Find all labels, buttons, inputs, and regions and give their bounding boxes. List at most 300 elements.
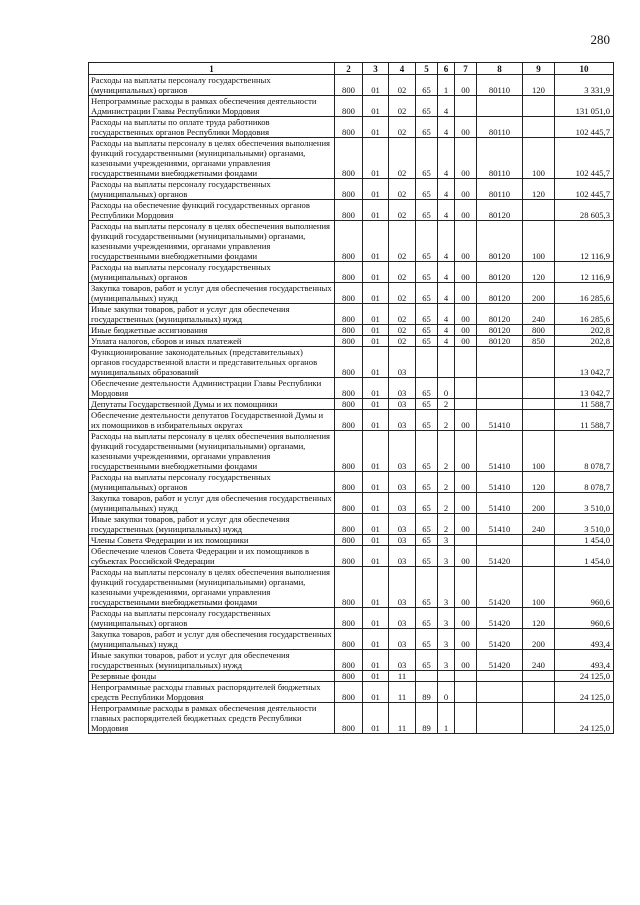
code-cell: 51420 <box>477 608 523 629</box>
code-cell: 02 <box>389 304 416 325</box>
table-row <box>89 325 614 336</box>
code-cell: 800 <box>335 608 363 629</box>
row-name-cell: Обеспечение деятельности депутатов Государственной Думы и их помощников в избирательных округах <box>89 410 335 431</box>
table-row <box>89 399 614 410</box>
row-name-cell: Функционирование законодательных (представительных) органов государственной власти и представительных органов муниципальных образований <box>89 347 335 378</box>
code-cell: 65 <box>416 262 438 283</box>
code-cell: 02 <box>389 75 416 96</box>
row-name-cell: Расходы на выплаты персоналу государственных (муниципальных) органов <box>89 472 335 493</box>
code-cell: 65 <box>416 283 438 304</box>
code-cell: 2 <box>438 410 455 431</box>
code-cell: 100 <box>523 567 555 608</box>
code-cell: 00 <box>455 431 477 472</box>
table-row <box>89 75 614 96</box>
budget-table <box>88 62 614 734</box>
code-cell: 01 <box>363 546 389 567</box>
code-cell <box>477 671 523 682</box>
code-cell <box>455 378 477 399</box>
code-cell: 51410 <box>477 431 523 472</box>
code-cell: 800 <box>335 304 363 325</box>
row-name-cell: Расходы на выплаты персоналу в целях обеспечения выполнения функций государственными (муниципальными) органами, казенными учреждениями, органами управления государственными внебюджетными фондами <box>89 221 335 262</box>
amount-cell: 1 454,0 <box>555 535 614 546</box>
table-body <box>89 75 614 734</box>
code-cell: 4 <box>438 179 455 200</box>
amount-cell: 13 042,7 <box>555 347 614 378</box>
code-cell <box>523 535 555 546</box>
row-name-cell: Иные закупки товаров, работ и услуг для обеспечения государственных (муниципальных) нужд <box>89 650 335 671</box>
code-cell: 80120 <box>477 200 523 221</box>
code-cell: 800 <box>335 283 363 304</box>
row-name-cell: Закупка товаров, работ и услуг для обеспечения государственных (муниципальных) нужд <box>89 629 335 650</box>
code-cell: 200 <box>523 629 555 650</box>
table-row <box>89 262 614 283</box>
code-cell: 800 <box>335 262 363 283</box>
code-cell: 1 <box>438 703 455 734</box>
code-cell: 80120 <box>477 304 523 325</box>
row-name-cell: Иные закупки товаров, работ и услуг для обеспечения государственных (муниципальных) нужд <box>89 304 335 325</box>
row-name-cell: Расходы на выплаты персоналу в целях обеспечения выполнения функций государственными (муниципальными) органами, казенными учреждениями, органами управления государственными внебюджетными фондами <box>89 138 335 179</box>
code-cell: 00 <box>455 283 477 304</box>
code-cell: 01 <box>363 325 389 336</box>
code-cell <box>523 399 555 410</box>
row-name-cell: Уплата налогов, сборов и иных платежей <box>89 336 335 347</box>
code-cell: 01 <box>363 378 389 399</box>
code-cell: 00 <box>455 75 477 96</box>
code-cell: 01 <box>363 347 389 378</box>
code-cell: 00 <box>455 493 477 514</box>
code-cell: 01 <box>363 179 389 200</box>
table-row <box>89 629 614 650</box>
code-cell: 120 <box>523 472 555 493</box>
code-cell <box>477 378 523 399</box>
code-cell: 01 <box>363 567 389 608</box>
code-cell: 11 <box>389 682 416 703</box>
table-row <box>89 493 614 514</box>
code-cell: 01 <box>363 262 389 283</box>
table-row <box>89 179 614 200</box>
row-name-cell: Депутаты Государственной Думы и их помощники <box>89 399 335 410</box>
code-cell: 120 <box>523 608 555 629</box>
code-cell <box>523 410 555 431</box>
code-cell: 80120 <box>477 262 523 283</box>
amount-cell: 3 510,0 <box>555 493 614 514</box>
code-cell <box>438 347 455 378</box>
code-cell: 02 <box>389 200 416 221</box>
table-row <box>89 336 614 347</box>
code-cell: 800 <box>335 221 363 262</box>
code-cell: 01 <box>363 629 389 650</box>
code-cell: 240 <box>523 650 555 671</box>
amount-cell: 1 454,0 <box>555 546 614 567</box>
code-cell: 01 <box>363 514 389 535</box>
code-cell: 02 <box>389 325 416 336</box>
code-cell: 00 <box>455 336 477 347</box>
column-header: 2 <box>335 63 363 75</box>
amount-cell: 24 125,0 <box>555 671 614 682</box>
code-cell: 800 <box>335 493 363 514</box>
code-cell: 00 <box>455 650 477 671</box>
code-cell: 01 <box>363 96 389 117</box>
code-cell: 65 <box>416 200 438 221</box>
code-cell: 80120 <box>477 336 523 347</box>
code-cell: 02 <box>389 221 416 262</box>
code-cell: 65 <box>416 493 438 514</box>
code-cell: 11 <box>389 703 416 734</box>
table-row <box>89 378 614 399</box>
code-cell: 800 <box>335 682 363 703</box>
code-cell <box>523 117 555 138</box>
code-cell: 3 <box>438 650 455 671</box>
code-cell: 02 <box>389 283 416 304</box>
code-cell: 800 <box>335 535 363 546</box>
code-cell <box>477 535 523 546</box>
row-name-cell: Иные закупки товаров, работ и услуг для обеспечения государственных (муниципальных) нужд <box>89 514 335 535</box>
code-cell: 03 <box>389 650 416 671</box>
row-name-cell: Расходы на выплаты персоналу государственных (муниципальных) органов <box>89 608 335 629</box>
code-cell <box>455 347 477 378</box>
code-cell <box>523 546 555 567</box>
table-row <box>89 221 614 262</box>
code-cell: 65 <box>416 221 438 262</box>
code-cell: 65 <box>416 325 438 336</box>
code-cell: 80120 <box>477 325 523 336</box>
code-cell: 4 <box>438 304 455 325</box>
code-cell: 800 <box>335 629 363 650</box>
code-cell: 3 <box>438 546 455 567</box>
row-name-cell: Расходы на выплаты персоналу в целях обеспечения выполнения функций государственными (муниципальными) органами, казенными учреждениями, органами управления государственными внебюджетными фондами <box>89 567 335 608</box>
table-row <box>89 347 614 378</box>
code-cell: 00 <box>455 410 477 431</box>
table-row <box>89 650 614 671</box>
code-cell: 80120 <box>477 221 523 262</box>
code-cell <box>523 682 555 703</box>
code-cell: 02 <box>389 179 416 200</box>
code-cell: 100 <box>523 431 555 472</box>
code-cell: 240 <box>523 304 555 325</box>
column-header: 9 <box>523 63 555 75</box>
amount-cell: 16 285,6 <box>555 304 614 325</box>
code-cell: 65 <box>416 410 438 431</box>
code-cell: 800 <box>335 117 363 138</box>
code-cell <box>455 703 477 734</box>
amount-cell: 24 125,0 <box>555 703 614 734</box>
amount-cell: 16 285,6 <box>555 283 614 304</box>
column-header: 6 <box>438 63 455 75</box>
code-cell: 03 <box>389 472 416 493</box>
code-cell: 65 <box>416 75 438 96</box>
code-cell: 11 <box>389 671 416 682</box>
code-cell: 01 <box>363 493 389 514</box>
code-cell: 2 <box>438 431 455 472</box>
code-cell <box>523 378 555 399</box>
code-cell: 01 <box>363 283 389 304</box>
amount-cell: 131 051,0 <box>555 96 614 117</box>
code-cell: 4 <box>438 138 455 179</box>
table-row <box>89 304 614 325</box>
amount-cell: 960,6 <box>555 608 614 629</box>
code-cell: 100 <box>523 221 555 262</box>
code-cell: 2 <box>438 493 455 514</box>
code-cell <box>477 682 523 703</box>
code-cell: 01 <box>363 472 389 493</box>
column-header: 4 <box>389 63 416 75</box>
code-cell: 01 <box>363 703 389 734</box>
code-cell: 03 <box>389 608 416 629</box>
code-cell: 80110 <box>477 138 523 179</box>
code-cell: 51420 <box>477 629 523 650</box>
amount-cell: 13 042,7 <box>555 378 614 399</box>
table-row <box>89 608 614 629</box>
code-cell: 800 <box>335 546 363 567</box>
code-cell: 3 <box>438 535 455 546</box>
table-header-row <box>89 63 614 75</box>
code-cell: 2 <box>438 472 455 493</box>
code-cell: 00 <box>455 117 477 138</box>
code-cell: 800 <box>335 703 363 734</box>
code-cell <box>477 347 523 378</box>
code-cell: 03 <box>389 410 416 431</box>
amount-cell: 3 331,9 <box>555 75 614 96</box>
code-cell: 65 <box>416 179 438 200</box>
amount-cell: 102 445,7 <box>555 117 614 138</box>
code-cell: 01 <box>363 399 389 410</box>
code-cell: 00 <box>455 200 477 221</box>
row-name-cell: Непрограммные расходы в рамках обеспечения деятельности главных распорядителей бюджетных средств Республики Мордовия <box>89 703 335 734</box>
code-cell: 4 <box>438 96 455 117</box>
amount-cell: 24 125,0 <box>555 682 614 703</box>
code-cell: 01 <box>363 221 389 262</box>
amount-cell: 202,8 <box>555 336 614 347</box>
column-header: 10 <box>555 63 614 75</box>
code-cell: 800 <box>335 347 363 378</box>
code-cell: 65 <box>416 138 438 179</box>
code-cell: 2 <box>438 514 455 535</box>
table-row <box>89 682 614 703</box>
code-cell <box>477 703 523 734</box>
code-cell <box>438 671 455 682</box>
code-cell: 01 <box>363 200 389 221</box>
code-cell: 03 <box>389 535 416 546</box>
code-cell: 02 <box>389 336 416 347</box>
code-cell <box>523 200 555 221</box>
code-cell: 01 <box>363 138 389 179</box>
code-cell: 51410 <box>477 514 523 535</box>
code-cell: 100 <box>523 138 555 179</box>
code-cell: 00 <box>455 325 477 336</box>
code-cell: 850 <box>523 336 555 347</box>
amount-cell: 102 445,7 <box>555 138 614 179</box>
code-cell: 1 <box>438 75 455 96</box>
code-cell: 03 <box>389 629 416 650</box>
code-cell: 4 <box>438 283 455 304</box>
row-name-cell: Члены Совета Федерации и их помощники <box>89 535 335 546</box>
code-cell: 01 <box>363 671 389 682</box>
table-row <box>89 514 614 535</box>
column-header: 1 <box>89 63 335 75</box>
code-cell: 120 <box>523 179 555 200</box>
code-cell: 4 <box>438 200 455 221</box>
code-cell <box>455 682 477 703</box>
code-cell: 00 <box>455 514 477 535</box>
code-cell: 800 <box>335 138 363 179</box>
code-cell: 65 <box>416 378 438 399</box>
code-cell: 03 <box>389 347 416 378</box>
code-cell: 3 <box>438 608 455 629</box>
amount-cell: 8 078,7 <box>555 472 614 493</box>
amount-cell: 11 588,7 <box>555 399 614 410</box>
column-header: 7 <box>455 63 477 75</box>
code-cell: 200 <box>523 283 555 304</box>
code-cell: 3 <box>438 567 455 608</box>
code-cell: 51410 <box>477 472 523 493</box>
code-cell: 800 <box>335 96 363 117</box>
code-cell: 89 <box>416 703 438 734</box>
code-cell: 65 <box>416 117 438 138</box>
code-cell <box>455 535 477 546</box>
code-cell <box>523 671 555 682</box>
column-header: 8 <box>477 63 523 75</box>
code-cell: 00 <box>455 629 477 650</box>
code-cell: 65 <box>416 472 438 493</box>
code-cell: 2 <box>438 399 455 410</box>
code-cell: 65 <box>416 567 438 608</box>
code-cell: 120 <box>523 262 555 283</box>
table-row <box>89 546 614 567</box>
code-cell: 65 <box>416 399 438 410</box>
code-cell: 01 <box>363 336 389 347</box>
code-cell: 00 <box>455 608 477 629</box>
code-cell: 00 <box>455 138 477 179</box>
code-cell: 03 <box>389 378 416 399</box>
table-row <box>89 200 614 221</box>
amount-cell: 11 588,7 <box>555 410 614 431</box>
code-cell: 4 <box>438 117 455 138</box>
code-cell: 800 <box>523 325 555 336</box>
amount-cell: 8 078,7 <box>555 431 614 472</box>
row-name-cell: Расходы на выплаты персоналу в целях обеспечения выполнения функций государственными (муниципальными) органами, казенными учреждениями, органами управления государственными внебюджетными фондами <box>89 431 335 472</box>
table-row <box>89 535 614 546</box>
table-row <box>89 567 614 608</box>
amount-cell: 28 605,3 <box>555 200 614 221</box>
code-cell: 03 <box>389 493 416 514</box>
code-cell: 800 <box>335 567 363 608</box>
code-cell <box>523 96 555 117</box>
code-cell: 800 <box>335 650 363 671</box>
code-cell: 03 <box>389 431 416 472</box>
code-cell: 65 <box>416 535 438 546</box>
code-cell: 51410 <box>477 410 523 431</box>
code-cell: 01 <box>363 431 389 472</box>
code-cell: 01 <box>363 75 389 96</box>
amount-cell: 960,6 <box>555 567 614 608</box>
code-cell: 800 <box>335 671 363 682</box>
amount-cell: 202,8 <box>555 325 614 336</box>
code-cell <box>477 96 523 117</box>
code-cell: 00 <box>455 472 477 493</box>
code-cell: 65 <box>416 514 438 535</box>
row-name-cell: Расходы на обеспечение функций государственных органов Республики Мордовия <box>89 200 335 221</box>
code-cell: 65 <box>416 650 438 671</box>
code-cell: 4 <box>438 221 455 262</box>
table-row <box>89 96 614 117</box>
column-header: 5 <box>416 63 438 75</box>
code-cell: 02 <box>389 117 416 138</box>
code-cell: 800 <box>335 410 363 431</box>
code-cell: 120 <box>523 75 555 96</box>
code-cell: 65 <box>416 629 438 650</box>
row-name-cell: Закупка товаров, работ и услуг для обеспечения государственных (муниципальных) нужд <box>89 493 335 514</box>
code-cell: 65 <box>416 431 438 472</box>
code-cell: 02 <box>389 96 416 117</box>
row-name-cell: Расходы на выплаты персоналу государственных (муниципальных) органов <box>89 262 335 283</box>
code-cell: 00 <box>455 567 477 608</box>
code-cell: 01 <box>363 410 389 431</box>
code-cell: 800 <box>335 399 363 410</box>
page-number: 280 <box>590 32 610 47</box>
table-row <box>89 431 614 472</box>
code-cell: 80110 <box>477 75 523 96</box>
row-name-cell: Расходы на выплаты по оплате труда работников государственных органов Республики Мордовия <box>89 117 335 138</box>
code-cell: 00 <box>455 546 477 567</box>
table-row <box>89 117 614 138</box>
table-row <box>89 671 614 682</box>
table-row <box>89 283 614 304</box>
row-name-cell: Обеспечение деятельности Администрации Главы Республики Мордовия <box>89 378 335 399</box>
row-name-cell: Иные бюджетные ассигнования <box>89 325 335 336</box>
amount-cell: 12 116,9 <box>555 221 614 262</box>
code-cell: 65 <box>416 96 438 117</box>
code-cell: 65 <box>416 336 438 347</box>
code-cell: 800 <box>335 75 363 96</box>
amount-cell: 3 510,0 <box>555 514 614 535</box>
row-name-cell: Расходы на выплаты персоналу государственных (муниципальных) органов <box>89 75 335 96</box>
code-cell: 80120 <box>477 283 523 304</box>
code-cell <box>477 399 523 410</box>
row-name-cell: Закупка товаров, работ и услуг для обеспечения государственных (муниципальных) нужд <box>89 283 335 304</box>
code-cell: 800 <box>335 179 363 200</box>
code-cell: 01 <box>363 682 389 703</box>
code-cell: 200 <box>523 493 555 514</box>
row-name-cell: Непрограммные расходы в рамках обеспечения деятельности Администрации Главы Республики Мордовия <box>89 96 335 117</box>
code-cell: 01 <box>363 117 389 138</box>
code-cell: 00 <box>455 179 477 200</box>
row-name-cell: Резервные фонды <box>89 671 335 682</box>
code-cell: 800 <box>335 378 363 399</box>
code-cell: 02 <box>389 138 416 179</box>
code-cell: 89 <box>416 682 438 703</box>
row-name-cell: Обеспечение членов Совета Федерации и их помощников в субъектах Российской Федерации <box>89 546 335 567</box>
code-cell <box>416 347 438 378</box>
row-name-cell: Расходы на выплаты персоналу государственных (муниципальных) органов <box>89 179 335 200</box>
code-cell: 80110 <box>477 179 523 200</box>
code-cell <box>523 347 555 378</box>
code-cell: 800 <box>335 514 363 535</box>
code-cell: 03 <box>389 546 416 567</box>
code-cell: 80110 <box>477 117 523 138</box>
code-cell: 51420 <box>477 546 523 567</box>
code-cell: 01 <box>363 608 389 629</box>
code-cell <box>523 703 555 734</box>
code-cell <box>455 399 477 410</box>
amount-cell: 12 116,9 <box>555 262 614 283</box>
code-cell <box>455 671 477 682</box>
code-cell: 51420 <box>477 567 523 608</box>
code-cell: 65 <box>416 608 438 629</box>
code-cell: 800 <box>335 325 363 336</box>
code-cell: 03 <box>389 567 416 608</box>
code-cell: 240 <box>523 514 555 535</box>
code-cell: 800 <box>335 472 363 493</box>
